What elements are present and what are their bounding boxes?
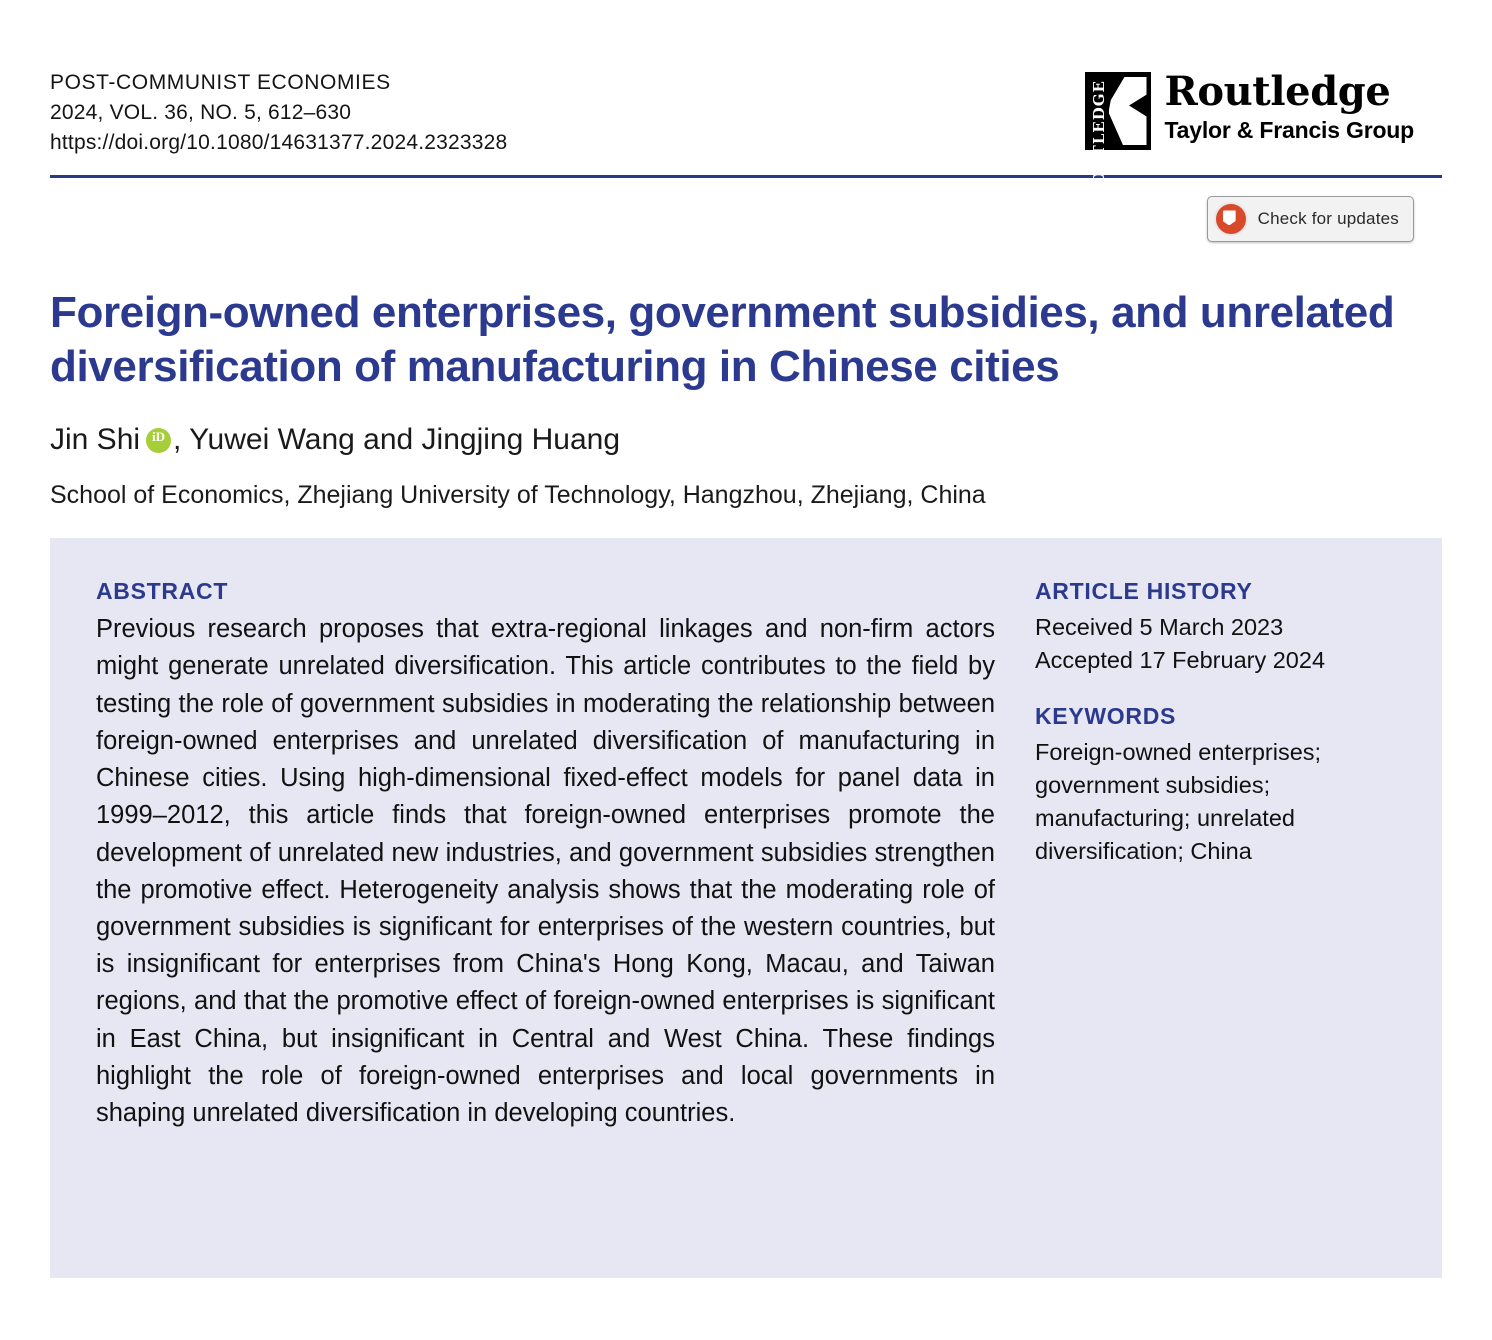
check-for-updates-row — [50, 196, 1442, 242]
journal-info — [50, 68, 507, 157]
affiliation: School of Economics, Zhejiang University of Technology, Hangzhou, Zhejiang, China — [50, 481, 986, 510]
abstract-body: Previous research proposes that extra-regional linkages and non-firm actors might generate unrelated diversification. This article contributes to the field by testing the role of government subsidies in moderating the relationship between foreign-owned enterprises and unrelated diversification of manufacturing in Chinese cities. Using high-dimensional fixed-effect models for panel data in 1999–2012, this article finds that foreign-owned enterprises promote the development of unrelated new industries, and government subsidies strengthen the promotive effect. Heterogeneity analysis shows that the moderating role of government subsidies is significant for enterprises of the western countries, but is insignificant for enterprises from China's Hong Kong, Macau, and Taiwan regions, and that the promotive effect of foreign-owned enterprises is significant in East China, but insignificant in Central and West China. These findings highlight the role of foreign-owned enterprises and local governments in shaping unrelated diversification in developing countries. — [96, 615, 995, 1128]
article-history-heading: ARTICLE HISTORY — [1035, 578, 1253, 605]
article-history-block — [1035, 578, 1418, 677]
keywords-block — [1035, 703, 1418, 868]
journal-volume-line: 2024, VOL. 36, NO. 5, 612–630 — [50, 100, 352, 124]
metadata-column — [1025, 578, 1442, 1232]
abstract-heading: ABSTRACT — [96, 578, 229, 605]
check-for-updates-button[interactable] — [1207, 196, 1414, 242]
header-divider — [50, 175, 1442, 178]
authors-remaining: , Yuwei Wang and Jingjing Huang — [173, 423, 621, 457]
keywords-list: Foreign-owned enterprises; government subsidies; manufacturing; unrelated diversification; China — [1035, 739, 1322, 864]
routledge-mark-letter: ROUTLEDGE — [1089, 80, 1108, 199]
routledge-mark-icon — [1085, 72, 1151, 199]
publisher-name: Routledge — [1164, 68, 1391, 115]
author-list — [50, 423, 1442, 457]
publisher-logo-text — [1164, 68, 1415, 144]
journal-doi[interactable]: https://doi.org/10.1080/14631377.2024.2323328 — [50, 130, 508, 154]
article-accepted-date: Accepted 17 February 2024 — [1035, 647, 1326, 674]
page-title: Foreign-owned enterprises, government subsidies, and unrelated diversification of manufacturing in Chinese cities — [50, 288, 1395, 392]
article-received-date: Received 5 March 2023 — [1035, 614, 1284, 641]
publisher-group: Taylor & Francis Group — [1164, 116, 1414, 143]
check-for-updates-label: Check for updates — [1257, 209, 1399, 229]
abstract-panel — [50, 538, 1442, 1278]
masthead — [50, 0, 1442, 199]
author-primary: Jin Shi — [50, 423, 141, 457]
journal-name: POST-COMMUNIST ECONOMIES — [50, 71, 391, 94]
keywords-heading: KEYWORDS — [1035, 703, 1177, 730]
abstract-column — [50, 578, 1025, 1232]
orcid-icon[interactable] — [146, 428, 171, 453]
publisher-logo[interactable] — [1085, 68, 1443, 199]
crossmark-icon — [1214, 202, 1248, 236]
routledge-swoosh-icon — [1109, 77, 1147, 145]
